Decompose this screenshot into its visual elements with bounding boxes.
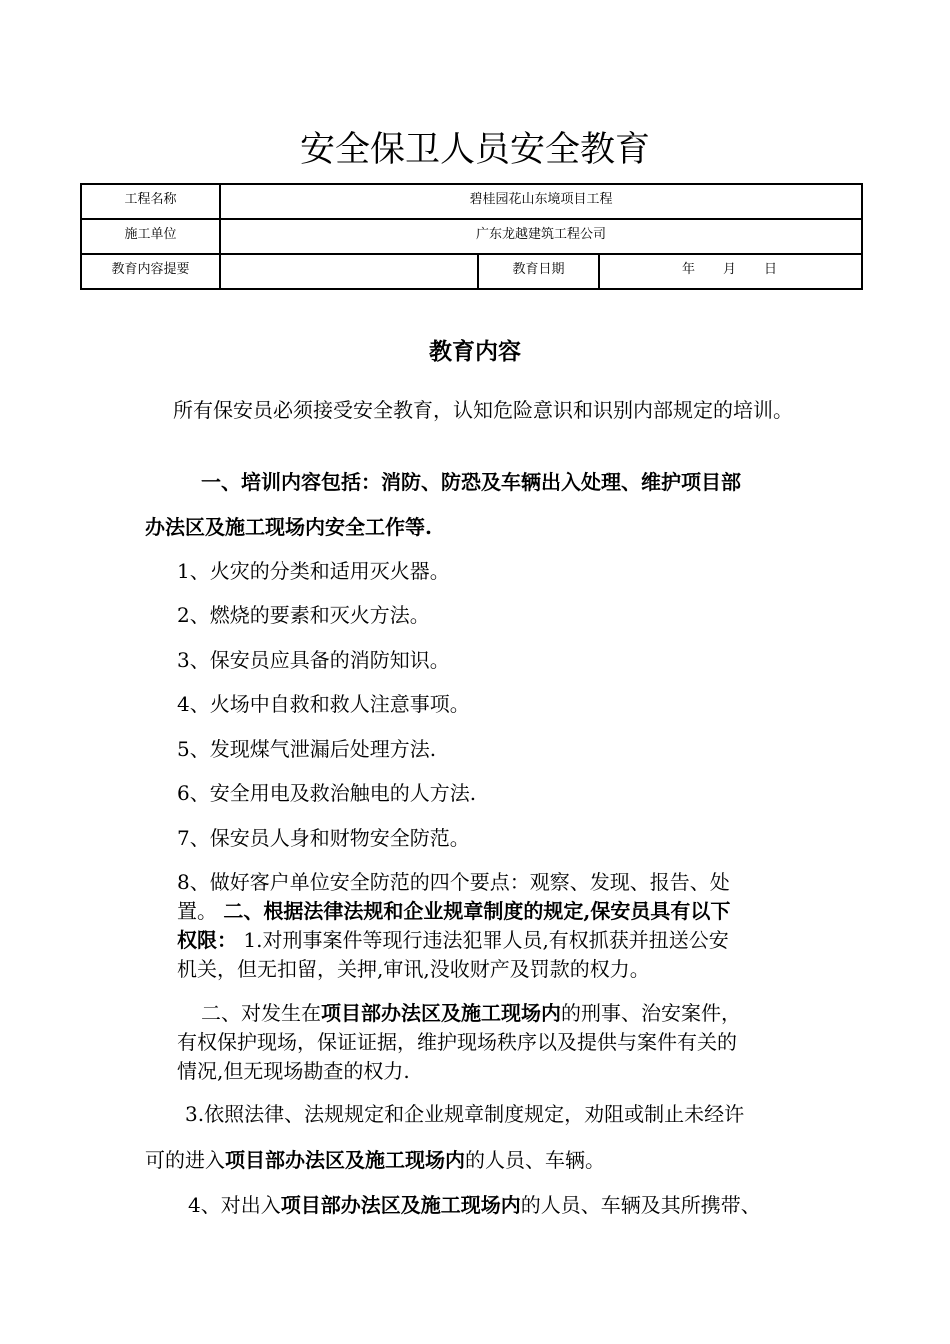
item8-line-3-text: 1.对刑事案件等现行违法犯罪人员,有权抓获并扭送公安 <box>243 928 729 952</box>
list-item: 4、火场中自救和救人注意事项。 <box>177 692 470 716</box>
para2-text-c: 的刑事、治安案件， <box>561 1001 741 1025</box>
intro-paragraph: 所有保安员必须接受安全教育，认知危险意识和识别内部规定的培训。 <box>173 398 793 422</box>
para3-text-bold: 项目部办法区及施工现场内 <box>225 1148 465 1172</box>
list-item: 5、发现煤气泄漏后处理方法. <box>177 737 437 761</box>
para4-text-a: 4、对出入 <box>188 1193 281 1217</box>
para3-line-2 <box>145 1146 815 1175</box>
heading-line-1: 一、培训内容包括：消防、防恐及车辆出入处理、维护项目部 <box>201 470 741 494</box>
company-value: 广东龙越建筑工程公司 <box>220 219 862 254</box>
para4-line-1 <box>188 1191 828 1220</box>
para2-text-bold: 项目部办法区及施工现场内 <box>321 1001 561 1025</box>
section-title: 教育内容 <box>429 338 521 365</box>
item8-line-4: 机关，但无扣留，关押,审讯,没收财产及罚款的权力。 <box>177 957 650 981</box>
document-title: 安全保卫人员安全教育 <box>299 130 650 170</box>
table-row <box>81 254 862 289</box>
date-month: 月 <box>723 262 737 277</box>
project-name-value: 碧桂园花山东境项目工程 <box>220 184 862 219</box>
para3-line-1: 3.依照法律、法规规定和企业规章制度规定，劝阻或制止未经许 <box>185 1102 745 1126</box>
rights-heading-end: 权限： <box>177 928 237 952</box>
info-table <box>80 183 863 290</box>
summary-value <box>220 254 478 289</box>
item8-line-2 <box>177 897 817 926</box>
para3-text-c: 的人员、车辆。 <box>465 1148 605 1172</box>
summary-label: 教育内容提要 <box>81 254 220 289</box>
para2-line-1 <box>201 999 821 1028</box>
table-row <box>81 184 862 219</box>
para2-line-3: 情况,但无现场勘查的权力. <box>177 1059 410 1083</box>
date-label: 教育日期 <box>478 254 599 289</box>
company-label: 施工单位 <box>81 219 220 254</box>
item8-line-3 <box>177 926 817 955</box>
rights-heading: 二、根据法律法规和企业规章制度的规定,保安员具有以下 <box>223 899 731 923</box>
list-item: 2、燃烧的要素和灭火方法。 <box>177 603 430 627</box>
list-item: 3、保安员应具备的消防知识。 <box>177 648 450 672</box>
list-item: 6、安全用电及救治触电的人方法. <box>177 781 477 805</box>
para3-text-a: 可的进入 <box>145 1148 225 1172</box>
table-row <box>81 219 862 254</box>
date-value <box>599 254 862 289</box>
para4-text-c: 的人员、车辆及其所携带、 <box>520 1193 761 1217</box>
para2-text-a: 二、对发生在 <box>201 1001 321 1025</box>
heading-line-2: 办法区及施工现场内安全工作等. <box>145 515 432 539</box>
para2-line-2: 有权保护现场，保证证据，维护现场秩序以及提供与案件有关的 <box>177 1030 737 1054</box>
para4-text-bold: 项目部办法区及施工现场内 <box>280 1193 521 1217</box>
date-year: 年 <box>682 262 696 277</box>
list-item: 1、火灾的分类和适用灭火器。 <box>177 559 450 583</box>
date-day: 日 <box>764 262 778 277</box>
project-name-label: 工程名称 <box>81 184 220 219</box>
item8-line-2-text: 置。 <box>177 899 217 923</box>
list-item: 7、保安员人身和财物安全防范。 <box>177 826 470 850</box>
item8-line-1: 8、做好客户单位安全防范的四个要点：观察、发现、报告、处 <box>177 870 730 894</box>
